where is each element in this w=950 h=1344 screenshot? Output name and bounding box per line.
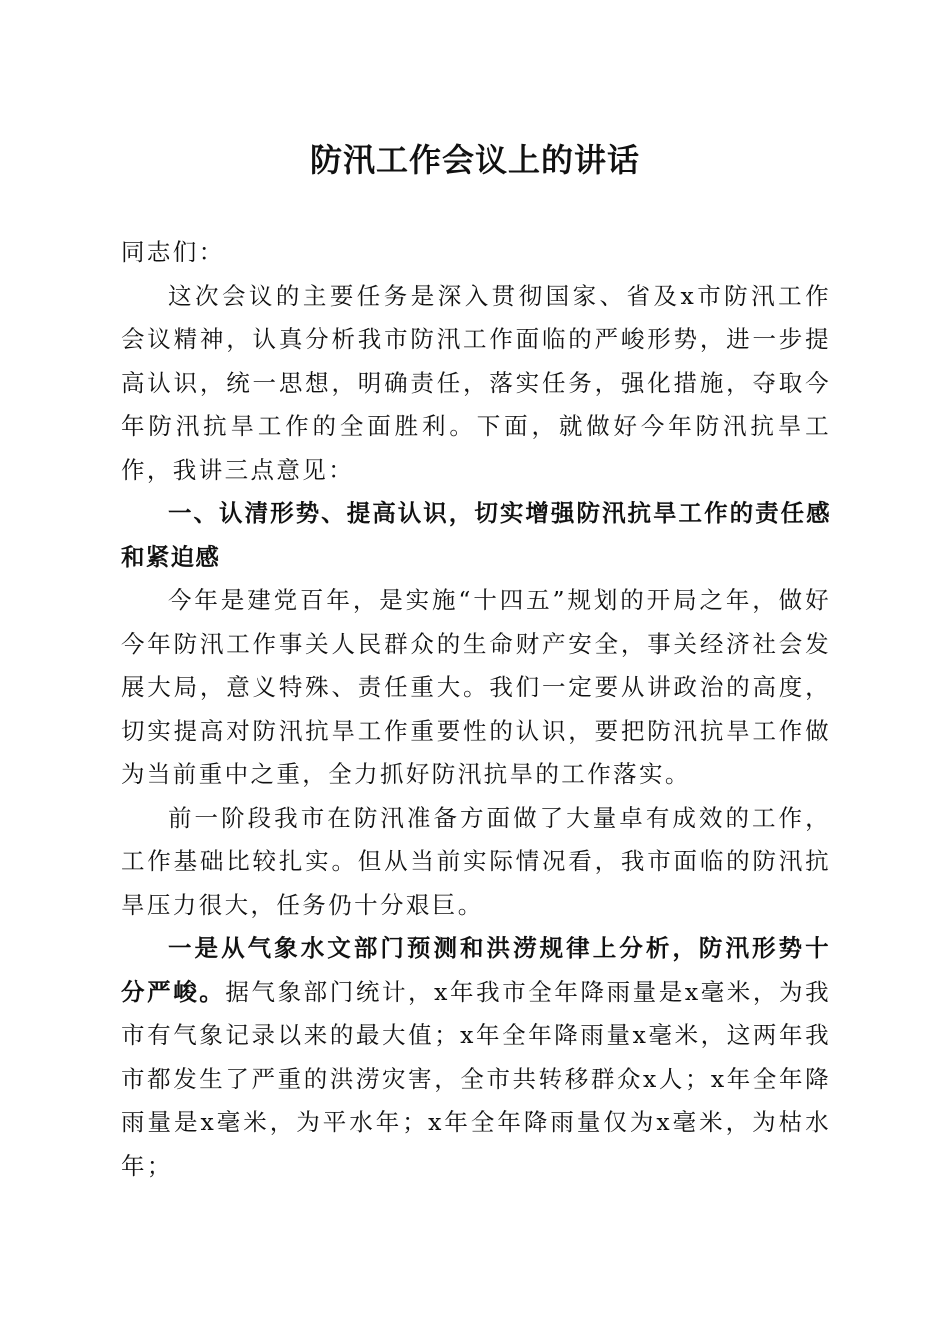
point-detail-text: 据气象部门统计，x年我市全年降雨量是x毫米，为我市有气象记录以来的最大值；x年全年降雨量x毫米，这两年我市都发生了严重的洪涝灾害，全市共转移群众x人；x年全年降雨量是x毫米，为平水年；x年全年降雨量仅为x毫米，为枯水年； — [121, 977, 831, 1180]
document-title: 防汛工作会议上的讲话 — [309, 141, 640, 179]
point-lead-sentence: 一是从气象水文部门预测和洪涝规律上分析，防汛形势十分严峻。 — [121, 934, 831, 1006]
body-paragraph: 今年是建党百年，是实施“十四五”规划的开局之年，做好今年防汛工作事关人民群众的生命财产安全，事关经济社会发展大局，意义特殊、责任重大。我们一定要从讲政治的高度，切实提高对防汛抗旱工作重要性的认识，要把防汛抗旱工作做为当前重中之重，全力抓好防汛抗旱的工作落实。 — [121, 586, 831, 788]
section-heading: 一、认清形势、提高认识，切实增强防汛抗旱工作的责任感和紧迫感 — [121, 499, 831, 571]
body-paragraph — [121, 927, 831, 1188]
body-paragraph: 前一阶段我市在防汛准备方面做了大量卓有成效的工作，工作基础比较扎实。但从当前实际情况看，我市面临的防汛抗旱压力很大，任务仍十分艰巨。 — [121, 803, 831, 919]
intro-paragraph: 这次会议的主要任务是深入贯彻国家、省及x市防汛工作会议精神，认真分析我市防汛工作面临的严峻形势，进一步提高认识，统一思想，明确责任，落实任务，强化措施，夺取今年防汛抗旱工作的全面胜利。下面，就做好今年防汛抗旱工作，我讲三点意见： — [121, 281, 831, 484]
salutation: 同志们： — [121, 238, 225, 266]
document-body — [121, 231, 831, 1188]
